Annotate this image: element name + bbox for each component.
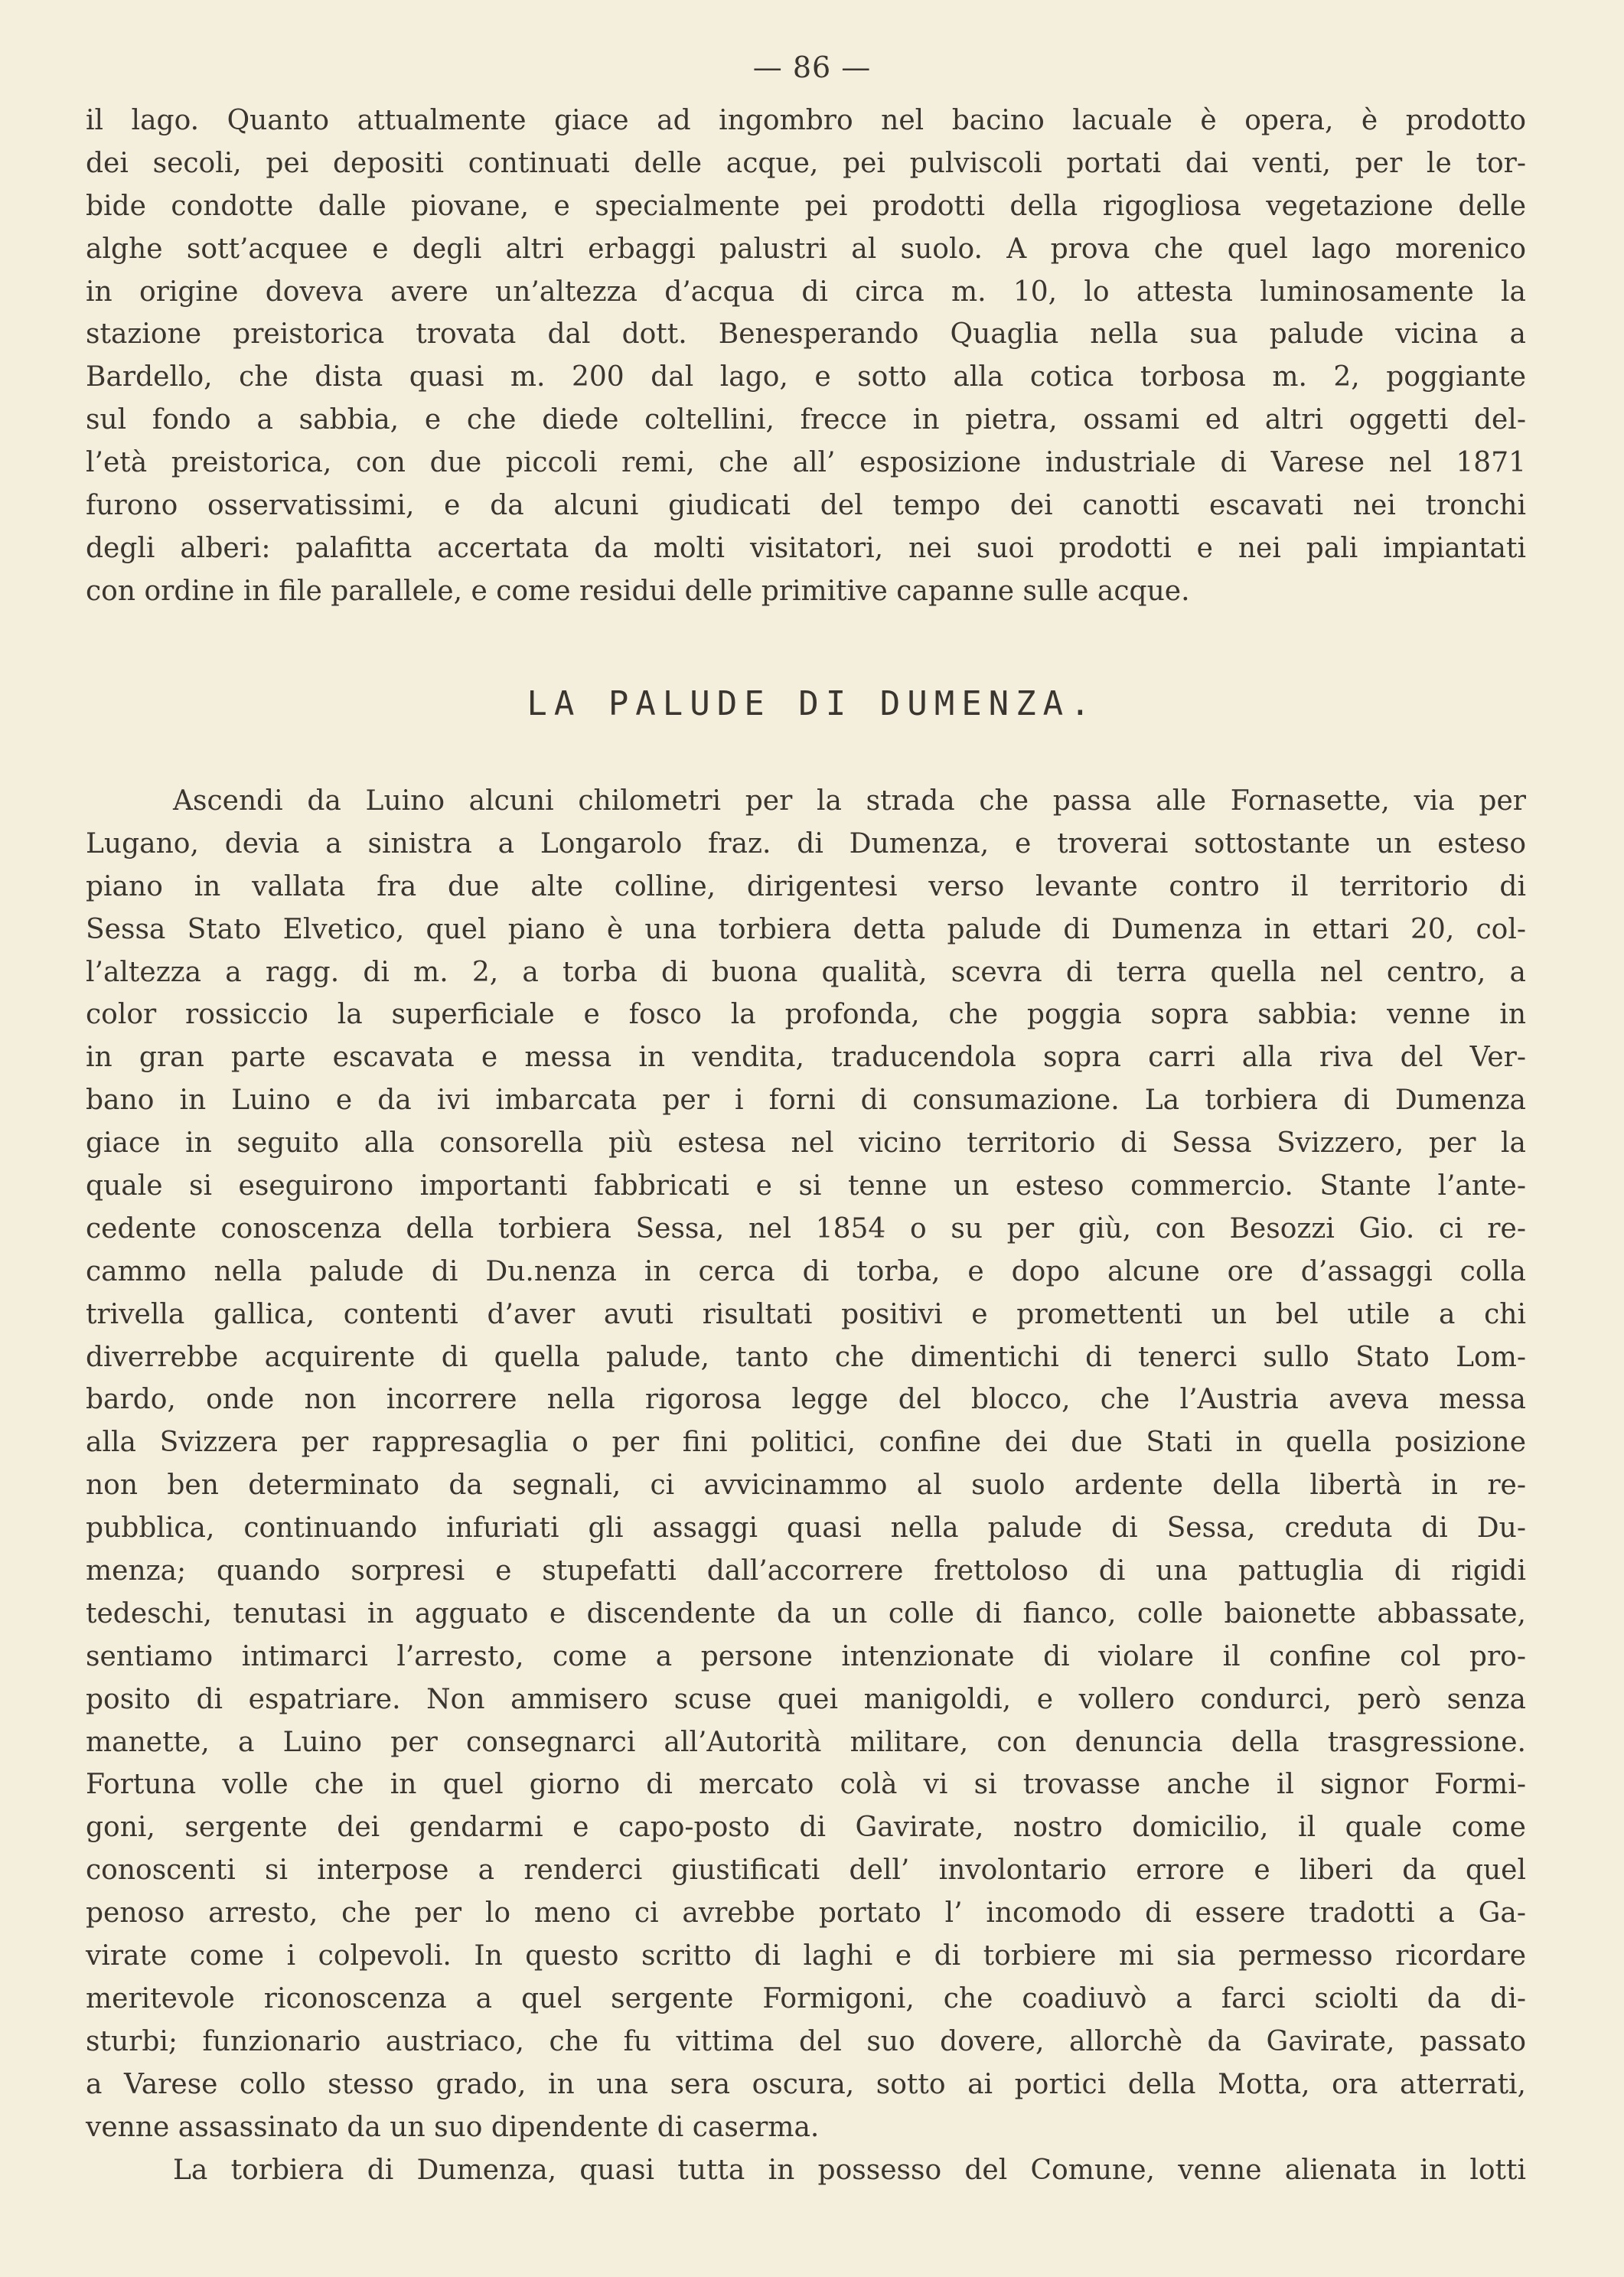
text-line: sturbi; funzionario austriaco, che fu vittima del suo dovere, allorchè da Gavirate, passato — [86, 2025, 1526, 2057]
text-line: Fortuna volle che in quel giorno di mercato colà vi si trovasse anche il signor Formi- — [86, 1769, 1526, 1801]
text-line: furono osservatissimi, e da alcuni giudicati del tempo dei canotti escavati nei tronchi — [86, 490, 1526, 522]
text-line: a Varese collo stesso grado, in una sera oscura, sotto ai portici della Motta, ora atterrati, — [86, 2068, 1526, 2100]
section-heading: LA PALUDE DI DUMENZA. — [527, 684, 1097, 723]
text-line: pubblica, continuando infuriati gli assaggi quasi nella palude di Sessa, creduta di Du- — [86, 1512, 1526, 1545]
text-line: goni, sergente dei gendarmi e capo-posto di Gavirate, nostro domicilio, il quale come — [86, 1812, 1526, 1844]
text-line: il lago. Quanto attualmente giace ad ingombro nel bacino lacuale è opera, è prodotto — [86, 105, 1526, 136]
text-line: Bardello, che dista quasi m. 200 dal lago, e sotto alla cotica torbosa m. 2, poggiante — [86, 361, 1526, 393]
text-line: La torbiera di Dumenza, quasi tutta in possesso del Comune, venne alienata in lotti — [173, 2154, 1526, 2186]
text-line: Ascendi da Luino alcuni chilometri per la strada che passa alle Fornasette, via per — [173, 785, 1526, 817]
text-line: conoscenti si interpose a renderci giustificati dell’ involontario errore e liberi da quel — [86, 1855, 1526, 1887]
text-line: bano in Luino e da ivi imbarcata per i forni di consumazione. La torbiera di Dumenza — [86, 1085, 1526, 1117]
text-line: quale si eseguirono importanti fabbricati e si tenne un esteso commercio. Stante l’ante- — [86, 1170, 1526, 1202]
text-line: manette, a Luino per consegnarci all’Autorità militare, con denuncia della trasgressione. — [86, 1726, 1526, 1758]
text-line: virate come i colpevoli. In questo scritto di laghi e di torbiere mi sia permesso ricordare — [86, 1940, 1526, 1972]
text-line: menza; quando sorpresi e stupefatti dall’accorrere frettoloso di una pattuglia di rigidi — [86, 1555, 1526, 1587]
text-line: posito di espatriare. Non ammisero scuse quei manigoldi, e vollero condurci, però senza — [86, 1683, 1526, 1715]
text-line: alghe sott’acquee e degli altri erbaggi palustri al suolo. A prova che quel lago morenico — [86, 233, 1526, 265]
page-number: — 86 — — [752, 51, 872, 84]
text-line: alla Svizzera per rappresaglia o per fini politici, confine dei due Stati in quella posizione — [86, 1427, 1526, 1459]
text-line: venne assassinato da un suo dipendente di caserma. — [86, 2111, 820, 2143]
text-line: bardo, onde non incorrere nella rigorosa legge del blocco, che l’Austria aveva messa — [86, 1384, 1526, 1416]
dumenza-paragraph — [86, 780, 1526, 2191]
text-line: penoso arresto, che per lo meno ci avrebbe portato l’ incomodo di essere tradotti a Ga- — [86, 1897, 1526, 1930]
text-line: Lugano, devia a sinistra a Longarolo fraz. di Dumenza, e troverai sottostante un esteso — [86, 827, 1526, 860]
text-line: stazione preistorica trovata dal dott. Benesperando Quaglia nella sua palude vicina a — [86, 318, 1526, 351]
text-line: diverrebbe acquirente di quella palude, tanto che dimentichi di tenerci sullo Stato Lom- — [86, 1341, 1526, 1373]
text-line: l’altezza a ragg. di m. 2, a torba di buona qualità, scevra di terra quella nel centro, a — [86, 956, 1526, 988]
text-line: tedeschi, tenutasi in agguato e discendente da un colle di fianco, colle baionette abbassate, — [86, 1597, 1526, 1629]
text-line: sentiamo intimarci l’arresto, come a persone intenzionate di violare il confine col pro- — [86, 1640, 1526, 1672]
text-line: meritevole riconoscenza a quel sergente Formigoni, che coadiuvò a farci sciolti da di- — [86, 1982, 1526, 2014]
text-line: in gran parte escavata e messa in vendita, traducendola sopra carri alla riva del Ver- — [86, 1042, 1526, 1074]
text-line: cammo nella palude di Du.nenza in cerca di torba, e dopo alcune ore d’assaggi colla — [86, 1255, 1526, 1287]
text-line: piano in vallata fra due alte colline, dirigentesi verso levante contro il territorio di — [86, 870, 1526, 902]
text-line: color rossiccio la superficiale e fosco la profonda, che poggia sopra sabbia: venne in — [86, 999, 1526, 1031]
text-line: in origine doveva avere un’altezza d’acqua di circa m. 10, lo attesta luminosamente la — [86, 276, 1526, 308]
text-line: sul fondo a sabbia, e che diede coltellini, frecce in pietra, ossami ed altri oggetti del- — [86, 404, 1526, 436]
text-line: degli alberi: palafitta accertata da molti visitatori, nei suoi prodotti e nei pali impiantati — [86, 532, 1526, 564]
text-line: l’età preistorica, con due piccoli remi, che all’ esposizione industriale di Varese nel 1871 — [86, 447, 1526, 479]
text-line: cedente conoscenza della torbiera Sessa, nel 1854 o su per giù, con Besozzi Gio. ci re- — [86, 1212, 1526, 1245]
text-line: giace in seguito alla consorella più estesa nel vicino territorio di Sessa Svizzero, per la — [86, 1127, 1526, 1160]
text-line: bide condotte dalle piovane, e specialmente pei prodotti della rigogliosa vegetazione delle — [86, 190, 1526, 222]
text-line: dei secoli, pei depositi continuati delle acque, pei pulviscoli portati dai venti, per le tor- — [86, 147, 1526, 179]
text-line: trivella gallica, contenti d’aver avuti risultati positivi e promettenti un bel utile a chi — [86, 1298, 1526, 1330]
text-line: Sessa Stato Elvetico, quel piano è una torbiera detta palude di Dumenza in ettari 20, col- — [86, 913, 1526, 945]
intro-paragraph — [86, 99, 1526, 613]
text-line: con ordine in file parallele, e come residui delle primitive capanne sulle acque. — [86, 575, 1190, 607]
text-line: non ben determinato da segnali, ci avvicinammo al suolo ardente della libertà in re- — [86, 1470, 1526, 1502]
